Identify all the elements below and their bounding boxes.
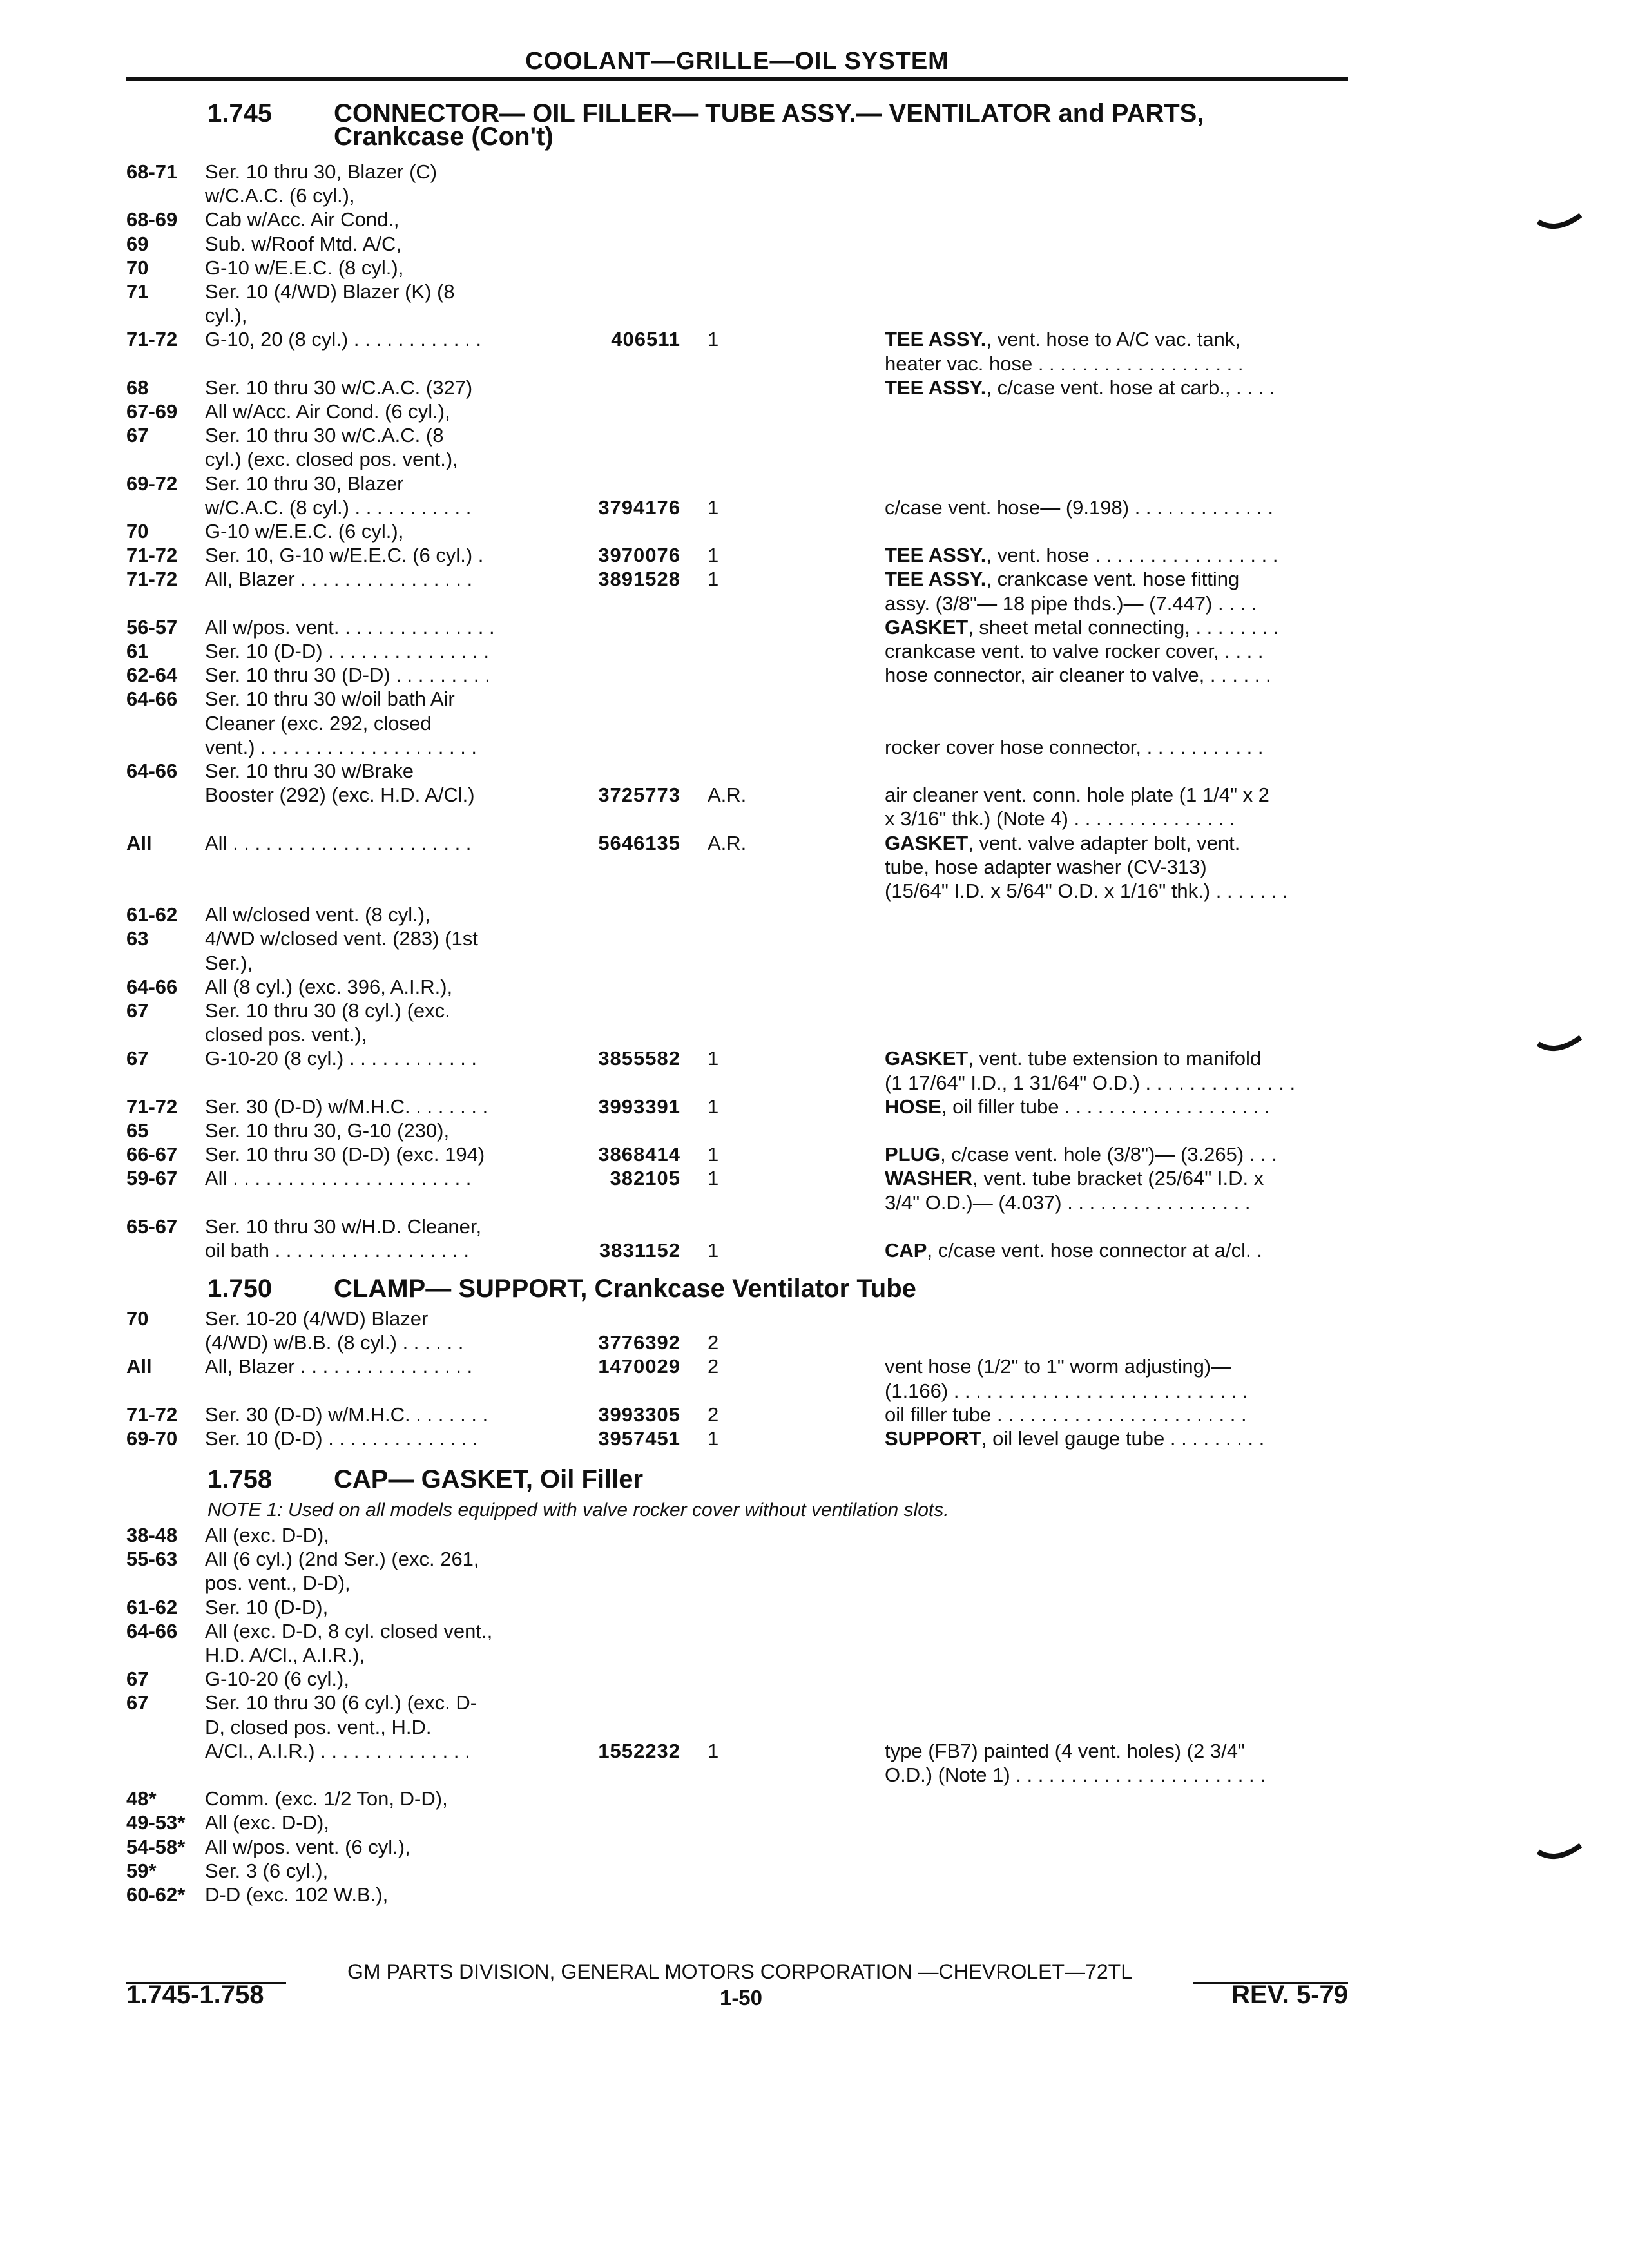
cell-year: All [126,831,152,854]
cell-desc [885,879,1349,903]
cell-app: Booster (292) (exc. H.D. A/Cl.) [205,783,475,807]
cell-app: Ser. 10 (4/WD) Blazer (K) (8 [205,280,455,303]
cell-app: Ser. 3 (6 cyl.), [205,1859,329,1882]
cell-year: 71 [126,280,149,303]
cell-desc [885,495,1349,519]
cell-year: 71-72 [126,568,178,591]
cell-desc-key: GASKET [885,1047,969,1070]
cell-year: 65 [126,1119,149,1142]
cell-desc-text: heater vac. hose . . . . . . . . . . . . . . . . . . . [885,352,1244,375]
cell-desc-key: CAP [885,1239,927,1262]
cell-app: Ser. 10-20 (4/WD) Blazer [205,1307,429,1330]
cell-part: 3831152 [599,1239,680,1262]
cell-app: Ser. 10 thru 30 w/oil bath Air [205,687,455,711]
cell-app: Ser. 10 thru 30 (8 cyl.) (exc. [205,999,450,1022]
section-title-1758 [207,1466,643,1492]
cell-year: 71-72 [126,1095,178,1118]
cell-desc-key: SUPPORT [885,1427,981,1450]
cell-desc [885,639,1349,663]
cell-qty: 1 [708,1739,719,1762]
cell-desc-text: , vent. valve adapter bolt, vent. [968,831,1240,854]
cell-year: 68-69 [126,208,178,231]
cell-desc-text: , vent. hose to A/C vac. tank, [986,328,1240,351]
cell-year: 67 [126,1667,149,1691]
cell-desc-text: crankcase vent. to valve rocker cover, . . . . [885,640,1264,662]
cell-desc-text: , sheet metal connecting, . . . . . . . . [968,615,1279,639]
cell-desc-text: x 3/16" thk.) (Note 4) . . . . . . . . . . . . . . . [885,807,1235,831]
cell-app: G-10, 20 (8 cyl.) . . . . . . . . . . . . [205,328,481,351]
cell-app: w/C.A.C. (6 cyl.), [205,184,355,207]
cell-app: All w/Acc. Air Cond. (6 cyl.), [205,400,450,423]
cell-qty: 1 [708,495,719,519]
cell-part: 3725773 [598,783,680,807]
footer-section-range: 1.745-1.758 [126,1981,264,2009]
cell-app: Cab w/Acc. Air Cond., [205,208,400,231]
cell-desc-text: vent hose (1/2" to 1" worm adjusting)— [885,1355,1231,1378]
cell-desc [885,1427,1349,1450]
section-heading: CAP— GASKET, Oil Filler [334,1465,644,1494]
cell-app: D-D (exc. 102 W.B.), [205,1883,389,1906]
cell-desc-key: TEE ASSY. [885,544,987,567]
cell-desc-key: PLUG [885,1143,941,1166]
cell-year: 64-66 [126,1619,178,1642]
page-header: COOLANT—GRILLE—OIL SYSTEM [525,48,949,75]
cell-qty: 2 [708,1403,719,1426]
cell-desc-text: (1 17/64" I.D., 1 31/64" O.D.) . . . . . . . . . . . . . . [885,1071,1296,1094]
cell-app: cyl.) (exc. closed pos. vent.), [205,448,458,471]
cell-app: All (exc. D-D, 8 cyl. closed vent., [205,1619,493,1642]
cell-app: Sub. w/Roof Mtd. A/C, [205,232,401,255]
cell-app: All w/closed vent. (8 cyl.), [205,903,430,927]
cell-desc-key: TEE ASSY. [885,328,987,351]
cell-desc-key: TEE ASSY. [885,568,987,591]
cell-desc [885,376,1349,399]
section-heading: CLAMP— SUPPORT, Crankcase Ventilator Tube [334,1274,916,1303]
cell-year: 48* [126,1787,157,1811]
cell-year: 59-67 [126,1167,178,1190]
cell-year: 49-53* [126,1811,186,1834]
cell-desc-text: , vent. tube extension to manifold [968,1047,1262,1070]
cell-desc-key: TEE ASSY. [885,376,987,399]
cell-desc [885,1403,1349,1427]
cell-desc [885,807,1349,831]
cell-qty: 1 [708,1047,719,1070]
cell-desc [885,327,1349,351]
cell-qty: A.R. [708,831,747,854]
cell-desc-text: 3/4" O.D.)— (4.037) . . . . . . . . . . . . . . . . . [885,1191,1251,1214]
cell-part: 3993305 [598,1403,680,1426]
cell-year: 67-69 [126,400,178,423]
cell-app: D, closed pos. vent., H.D. [205,1715,432,1738]
cell-app: Ser. 30 (D-D) w/M.H.C. . . . . . . . [205,1403,488,1426]
cell-app: (4/WD) w/B.B. (8 cyl.) . . . . . . [205,1331,464,1354]
note-1: NOTE 1: Used on all models equipped with valve rocker cover without ventilation slots. [207,1499,949,1521]
cell-desc [885,591,1349,615]
cell-desc-text: O.D.) (Note 1) . . . . . . . . . . . . . . . . . . . . . . . [885,1763,1266,1786]
cell-desc [885,1071,1349,1095]
cell-app: G-10 w/E.E.C. (8 cyl.), [205,256,404,279]
cell-year: 59* [126,1859,157,1882]
cell-app: All (exc. D-D), [205,1811,329,1834]
cell-app: Ser. 10 thru 30 w/C.A.C. (327) [205,376,473,399]
cell-part: 1552232 [598,1739,680,1762]
cell-desc-text: , oil filler tube . . . . . . . . . . . . . . . . . . . [941,1095,1270,1118]
cell-desc-text: , crankcase vent. hose fitting [986,568,1240,591]
cell-part: 3794176 [598,495,680,519]
cell-year: 61-62 [126,903,178,927]
footer-division: GM PARTS DIVISION, GENERAL MOTORS CORPORATION —CHEVROLET—72TL [347,1960,1132,1983]
cell-year: 67 [126,1047,149,1070]
cell-app: Ser. 10 thru 30 (6 cyl.) (exc. D- [205,1691,477,1715]
cell-qty: 1 [708,568,719,591]
cell-year: 70 [126,256,149,279]
cell-year: 38-48 [126,1524,178,1546]
cell-app: All, Blazer . . . . . . . . . . . . . . . . [205,1355,473,1378]
cell-app: cyl.), [205,304,247,327]
cell-part: 3970076 [598,544,680,567]
cell-desc-text: (15/64" I.D. x 5/64" O.D. x 1/16" thk.) . . . . . . . [885,879,1288,902]
cell-desc-key: GASKET [885,831,969,854]
cell-qty: 2 [708,1331,719,1354]
cell-app: Comm. (exc. 1/2 Ton, D-D), [205,1787,448,1811]
cell-app: All w/pos. vent. . . . . . . . . . . . . . . [205,615,495,639]
cell-desc-text: hose connector, air cleaner to valve, . . . . . . [885,664,1271,687]
cell-desc [885,1379,1349,1403]
cell-qty: 1 [708,1167,719,1190]
cell-desc-text: , c/case vent. hole (3/8")— (3.265) . . . [940,1143,1277,1166]
cell-year: 61-62 [126,1595,178,1619]
cell-year: 60-62* [126,1883,186,1906]
cell-desc [885,1238,1349,1262]
cell-desc [885,543,1349,567]
header-rule [126,77,1348,81]
cell-year: 70 [126,520,149,543]
cell-app: Cleaner (exc. 292, closed [205,711,432,735]
cell-app: G-10-20 (6 cyl.), [205,1667,349,1691]
cell-app: H.D. A/Cl., A.I.R.), [205,1644,365,1666]
cell-desc [885,1763,1349,1787]
cell-app: Ser. 10 thru 30 w/C.A.C. (8 [205,424,444,447]
cell-year: 65-67 [126,1215,178,1238]
cell-year: 71-72 [126,1403,178,1426]
cell-app: All (6 cyl.) (2nd Ser.) (exc. 261, [205,1548,479,1571]
cell-desc-key: HOSE [885,1095,941,1118]
cell-year: 67 [126,999,149,1022]
cell-year: 70 [126,1307,149,1330]
cell-desc [885,831,1349,855]
section-subtitle: Crankcase (Con't) [334,122,554,151]
section-title-1750 [207,1276,916,1302]
footer-revision: REV. 5-79 [1231,1981,1348,2009]
cell-desc [885,1142,1349,1166]
cell-app: Ser. 10 thru 30 (D-D) . . . . . . . . . [205,664,490,687]
cell-app: Ser. 10 thru 30, G-10 (230), [205,1119,450,1142]
cell-desc-key: GASKET [885,615,969,639]
cell-app: Ser. 10 (D-D) . . . . . . . . . . . . . . [205,1427,478,1450]
cell-year: 67 [126,424,149,447]
cell-app: All, Blazer . . . . . . . . . . . . . . . . [205,568,473,591]
cell-part: 406511 [611,328,680,351]
cell-year: 66-67 [126,1143,178,1166]
cell-app: All w/pos. vent. (6 cyl.), [205,1835,410,1858]
cell-year: 64-66 [126,975,178,998]
cell-year: 68 [126,376,149,399]
cell-app: pos. vent., D-D), [205,1571,351,1595]
cell-year: 71-72 [126,544,178,567]
cell-app: All (exc. D-D), [205,1524,329,1546]
cell-desc-text: , vent. hose . . . . . . . . . . . . . . . . . [986,544,1278,567]
cell-qty: 1 [708,1427,719,1450]
binding-mark-icon [1537,1035,1582,1054]
cell-year: 55-63 [126,1548,178,1571]
cell-year: 54-58* [126,1835,186,1858]
section-number: 1.750 [207,1274,273,1303]
cell-desc [885,1166,1349,1190]
cell-app: 4/WD w/closed vent. (283) (1st [205,927,478,950]
cell-desc-text: air cleaner vent. conn. hole plate (1 1/4" x 2 [885,783,1269,807]
cell-year: 69-72 [126,472,178,495]
cell-desc [885,352,1349,376]
cell-desc-text: (1.166) . . . . . . . . . . . . . . . . . . . . . . . . . . . [885,1379,1248,1402]
cell-app: A/Cl., A.I.R.) . . . . . . . . . . . . . . [205,1739,470,1762]
cell-part: 3776392 [598,1331,680,1354]
cell-app: Ser. 10 (D-D) . . . . . . . . . . . . . . . [205,640,489,662]
cell-app: Ser. 10 thru 30 w/Brake [205,760,414,782]
cell-desc [885,1046,1349,1070]
cell-year: 63 [126,927,149,950]
cell-desc-text: rocker cover hose connector, . . . . . . . . . . . [885,735,1264,758]
cell-desc-text: type (FB7) painted (4 vent. holes) (2 3/4" [885,1739,1245,1762]
cell-part: 382105 [610,1167,680,1190]
cell-part: 3868414 [598,1143,680,1166]
cell-year: 64-66 [126,760,178,782]
cell-year: 71-72 [126,328,178,351]
cell-desc [885,735,1349,759]
binding-mark-icon [1537,1843,1582,1862]
cell-desc [885,663,1349,687]
cell-desc [885,1191,1349,1215]
cell-app: Ser. 30 (D-D) w/M.H.C. . . . . . . . [205,1095,488,1118]
cell-part: 3957451 [598,1427,680,1450]
cell-year: 69-70 [126,1427,178,1450]
cell-app: Ser. 10 thru 30 w/H.D. Cleaner, [205,1215,482,1238]
cell-app: Ser. 10 thru 30, Blazer (C) [205,160,438,183]
cell-desc [885,1354,1349,1378]
cell-desc-text: c/case vent. hose— (9.198) . . . . . . . . . . . . . [885,495,1274,519]
cell-desc-text: tube, hose adapter washer (CV-313) [885,855,1207,878]
cell-part: 3891528 [598,568,680,591]
cell-year: 69 [126,232,149,255]
cell-desc-text: oil filler tube . . . . . . . . . . . . . . . . . . . . . . . [885,1403,1247,1426]
section-heading: CONNECTOR— OIL FILLER— TUBE ASSY.— VENTILATOR and PARTS, [334,99,1204,128]
cell-app: Ser. 10 thru 30, Blazer [205,472,404,495]
cell-app: w/C.A.C. (8 cyl.) . . . . . . . . . . . [205,495,472,519]
cell-desc [885,1739,1349,1763]
cell-year: 62-64 [126,664,178,687]
cell-app: G-10-20 (8 cyl.) . . . . . . . . . . . . [205,1047,477,1070]
cell-app: G-10 w/E.E.C. (6 cyl.), [205,520,404,543]
cell-desc [885,783,1349,807]
cell-desc [885,567,1349,591]
cell-part: 1470029 [598,1355,680,1378]
cell-app: All (8 cyl.) (exc. 396, A.I.R.), [205,975,453,998]
cell-part: 5646135 [598,831,680,854]
cell-app: closed pos. vent.), [205,1023,367,1046]
cell-part: 3993391 [598,1095,680,1118]
cell-year: 56-57 [126,615,178,639]
cell-desc-text: , c/case vent. hose connector at a/cl. . [927,1239,1262,1262]
cell-year: 64-66 [126,687,178,711]
binding-mark-icon [1537,213,1582,232]
cell-year: 67 [126,1691,149,1715]
cell-qty: 1 [708,1143,719,1166]
cell-app: All . . . . . . . . . . . . . . . . . . . . . . [205,1167,472,1190]
cell-app: Ser. 10, G-10 w/E.E.C. (6 cyl.) . [205,544,484,567]
cell-year: 61 [126,640,149,662]
cell-app: Ser.), [205,951,253,974]
cell-desc [885,855,1349,879]
cell-desc [885,1095,1349,1119]
cell-year: 68-71 [126,160,178,183]
footer-page-number: 1-50 [719,1986,763,2010]
cell-desc-text: , vent. tube bracket (25/64" I.D. x [972,1167,1264,1190]
cell-app: vent.) . . . . . . . . . . . . . . . . . . . . [205,735,477,758]
cell-desc-key: WASHER [885,1167,973,1190]
cell-desc-text: assy. (3/8"— 18 pipe thds.)— (7.447) . . . . [885,591,1257,615]
cell-app: All . . . . . . . . . . . . . . . . . . . . . . [205,831,472,854]
cell-desc [885,615,1349,639]
cell-qty: 1 [708,544,719,567]
cell-qty: 1 [708,328,719,351]
cell-app: oil bath . . . . . . . . . . . . . . . . . . [205,1239,470,1262]
cell-qty: 2 [708,1355,719,1378]
cell-qty: 1 [708,1239,719,1262]
cell-part: 3855582 [598,1047,680,1070]
cell-year: All [126,1355,152,1378]
cell-desc-text: , oil level gauge tube . . . . . . . . . [981,1427,1265,1450]
section-number: 1.745 [207,99,273,128]
cell-qty: A.R. [708,783,747,807]
section-number: 1.758 [207,1465,273,1494]
cell-desc-text: , c/case vent. hose at carb., . . . . [986,376,1275,399]
cell-app: Ser. 10 thru 30 (D-D) (exc. 194) [205,1143,485,1166]
cell-qty: 1 [708,1095,719,1118]
cell-app: Ser. 10 (D-D), [205,1595,329,1619]
